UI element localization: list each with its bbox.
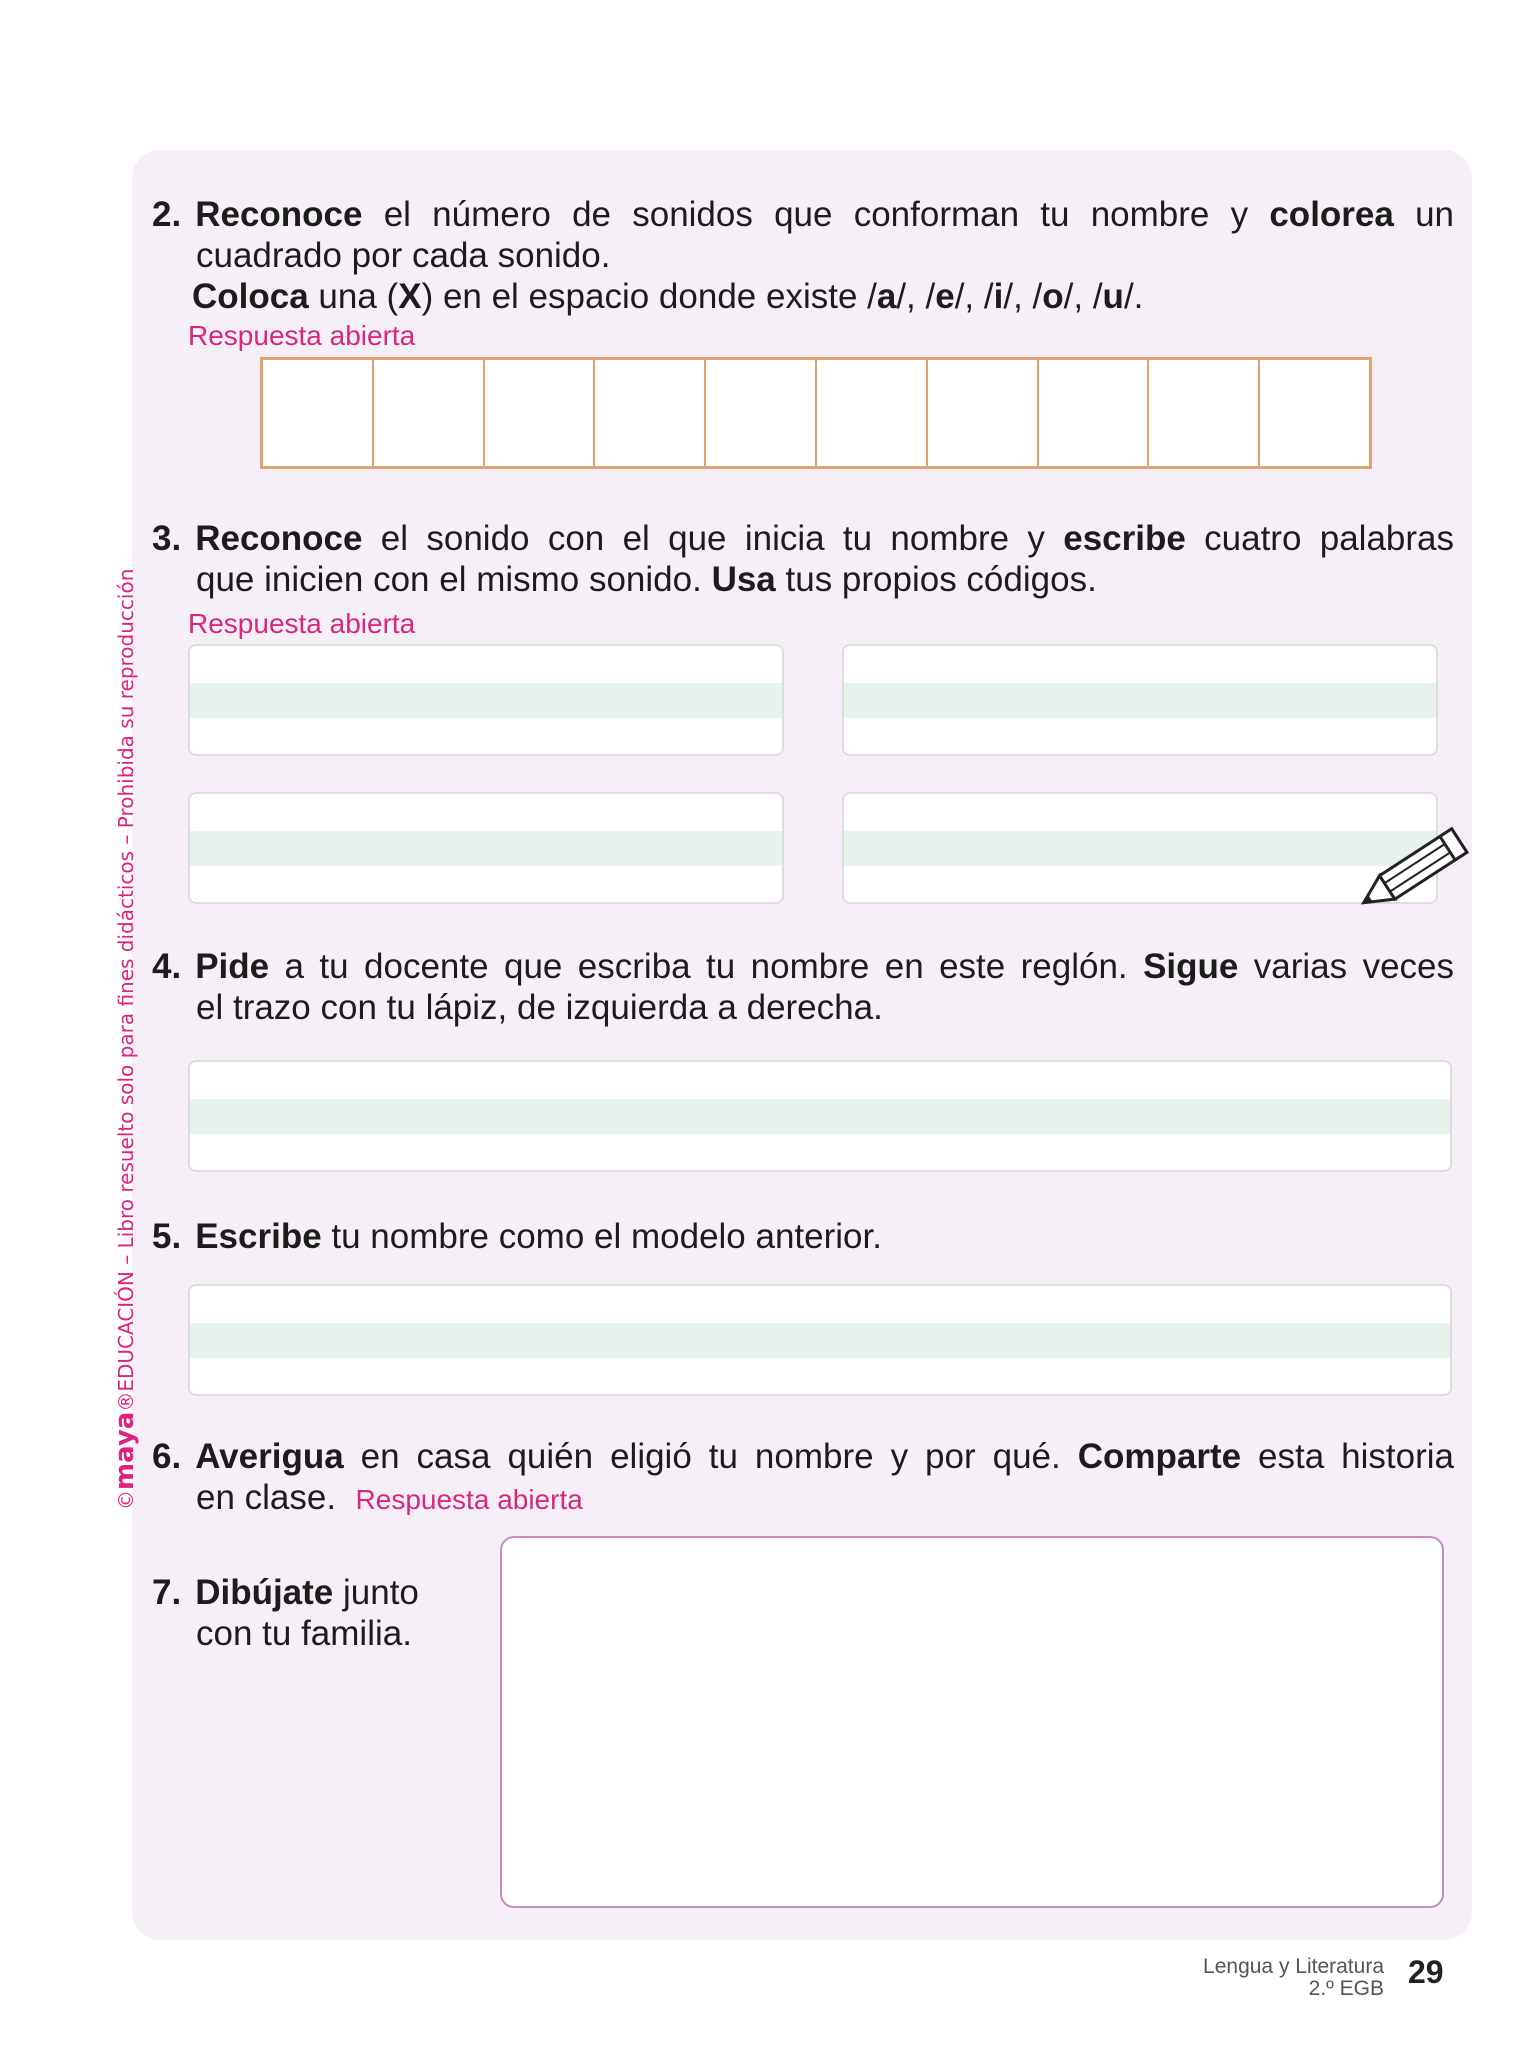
guide-band — [190, 1323, 1450, 1359]
sound-box[interactable] — [1260, 360, 1369, 466]
question-number: 4. — [152, 947, 182, 986]
guide-band — [190, 1099, 1450, 1135]
guide-band — [190, 683, 782, 719]
guide-band — [844, 683, 1436, 719]
writing-line-1[interactable] — [188, 644, 784, 756]
sound-box[interactable] — [1039, 360, 1150, 466]
name-write-line[interactable] — [188, 1284, 1452, 1396]
question-number: 2. — [152, 195, 182, 234]
sound-box[interactable] — [706, 360, 817, 466]
writing-line-3[interactable] — [188, 792, 784, 904]
question-number: 7. — [152, 1573, 182, 1612]
sound-box[interactable] — [263, 360, 374, 466]
footer-subject: Lengua y Literatura 2.º EGB — [1203, 1955, 1384, 2000]
writing-line-2[interactable] — [842, 644, 1438, 756]
question-3: 3. Reconoce el sonido con el que inicia tu nombre y escribe cuatro palabras que inicien con el mismo sonido. Usa tus propios códigos. — [152, 519, 1454, 599]
question-6: 6. Averigua en casa quién eligió tu nombre y por qué. Comparte esta historia en clase. Respuesta abierta — [152, 1437, 1455, 1517]
sound-box[interactable] — [817, 360, 928, 466]
guide-band — [190, 831, 782, 867]
copyright-sidebar: ©maya®EDUCACIÓN – Libro resuelto solo para fines didácticos – Prohibida su reproducción — [110, 568, 140, 1510]
sound-box[interactable] — [928, 360, 1039, 466]
question-number: 6. — [152, 1437, 182, 1476]
question-number: 3. — [152, 519, 182, 558]
sound-boxes — [260, 357, 1372, 469]
question-4: 4. Pide a tu docente que escriba tu nombre en este reglón. Sigue varias veces el trazo con tu lápiz, de izquierda a derecha. — [152, 947, 1454, 1027]
sound-box[interactable] — [374, 360, 485, 466]
sound-box[interactable] — [595, 360, 706, 466]
question-2: 2. Reconoce el número de sonidos que conforman tu nombre y colorea un cuadrado por cada sonido. Coloca una (X) en el espacio donde existe /a/, /e/, /i/, /o/, /u/. — [152, 195, 1454, 316]
question-5: 5. Escribe tu nombre como el modelo anterior. — [152, 1217, 882, 1256]
answer-note: Respuesta abierta — [355, 1484, 583, 1515]
name-trace-line[interactable] — [188, 1060, 1452, 1172]
pencil-icon — [1346, 818, 1482, 922]
question-7: 7. Dibújate junto con tu familia. — [152, 1573, 419, 1653]
brand-logo: maya — [110, 1411, 140, 1490]
question-number: 5. — [152, 1217, 182, 1256]
page-number: 29 — [1408, 1954, 1444, 1990]
answer-note: Respuesta abierta — [188, 608, 416, 639]
drawing-area[interactable] — [500, 1536, 1444, 1908]
sound-box[interactable] — [485, 360, 596, 466]
sound-box[interactable] — [1149, 360, 1260, 466]
answer-note: Respuesta abierta — [188, 320, 416, 351]
